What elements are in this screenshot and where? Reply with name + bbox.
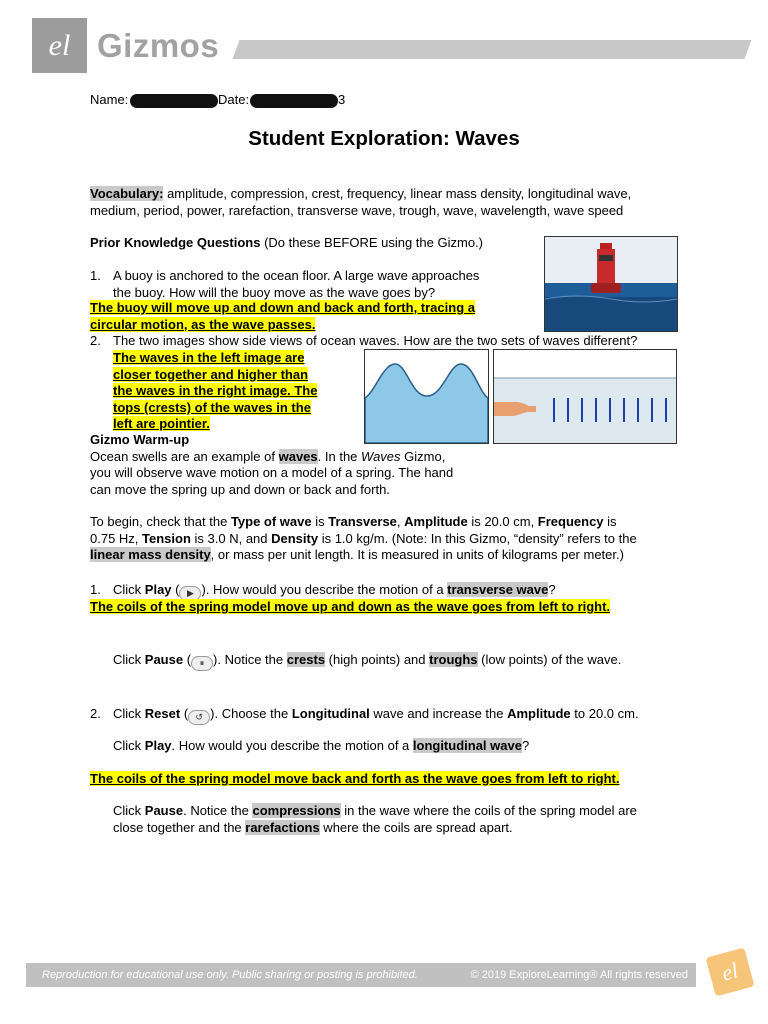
s2-text: where the coils are spread apart. bbox=[319, 819, 513, 835]
q2-answer-line: tops (crests) of the waves in the bbox=[113, 399, 311, 415]
date-tail: 3 bbox=[338, 92, 346, 107]
begin-text: , bbox=[396, 514, 405, 529]
q2-text: The two images show side views of ocean waves. How are the two sets of waves different? bbox=[113, 333, 638, 348]
s2-text: Click bbox=[113, 803, 145, 818]
q1-line1: A buoy is anchored to the ocean floor. A large wave approaches bbox=[113, 268, 480, 283]
s2-text: Click bbox=[113, 706, 145, 721]
q2-answer bbox=[113, 350, 343, 433]
vocab-line1: amplitude, compression, crest, frequency, linear mass density, longitudinal wave, bbox=[163, 186, 632, 201]
redacted-date bbox=[250, 94, 338, 108]
s1-text: Click bbox=[113, 652, 145, 667]
s2-text: ). Choose the bbox=[210, 706, 292, 721]
s2-play-line bbox=[113, 738, 673, 755]
q2-answer-line: The waves in the left image are bbox=[113, 350, 305, 365]
begin-text: is bbox=[311, 514, 329, 529]
warmup-line3: can move the spring up and down or back and forth. bbox=[90, 481, 390, 497]
s2-text: to 20.0 cm. bbox=[570, 706, 639, 721]
s1-text: ). How would you describe the motion of a bbox=[201, 582, 448, 597]
begin-bold: Transverse bbox=[328, 514, 397, 529]
warmup-section bbox=[90, 432, 490, 498]
q1-number: 1. bbox=[90, 268, 101, 283]
term-transverse-wave: transverse wave bbox=[447, 582, 549, 597]
footer-copyright: © 2019 ExploreLearning® All rights reserved bbox=[470, 969, 688, 981]
name-label: Name: bbox=[90, 92, 129, 107]
s1-text: ). Notice the bbox=[213, 652, 287, 667]
brand-title: Gizmos bbox=[97, 27, 220, 64]
warmup-line2: you will observe wave motion on a model of a spring. The hand bbox=[90, 465, 454, 480]
q1-answer-line2: circular motion, as the wave passes. bbox=[90, 316, 316, 332]
warmup-text: . In the bbox=[317, 448, 362, 464]
s2-bold: Longitudinal bbox=[291, 706, 370, 721]
q1-answer bbox=[90, 300, 475, 333]
begin-bold: Frequency bbox=[537, 514, 604, 529]
s1-text: ( bbox=[171, 582, 180, 597]
s2-play-label: Play bbox=[144, 738, 172, 753]
s1-text: ( bbox=[183, 652, 192, 667]
begin-text: is bbox=[603, 514, 617, 529]
q2-answer-line: closer together and higher than bbox=[113, 366, 309, 382]
explorelearning-logo: el bbox=[32, 18, 87, 73]
begin-paragraph bbox=[90, 514, 690, 564]
s2-text: Click bbox=[113, 738, 145, 753]
buoy-image bbox=[544, 236, 678, 332]
s1-text: ? bbox=[548, 582, 556, 597]
redacted-name bbox=[130, 94, 218, 108]
wave-image-right bbox=[493, 349, 677, 444]
begin-text: is 3.0 N, and bbox=[190, 530, 272, 546]
s1-text: (low points) of the wave. bbox=[477, 652, 622, 667]
warmup-text: Ocean swells are an example of bbox=[90, 448, 279, 464]
begin-bold: Amplitude bbox=[404, 514, 468, 529]
buoy-illustration bbox=[545, 237, 677, 331]
warmup-heading: Gizmo Warm-up bbox=[90, 432, 190, 447]
warmup-text: Gizmo, bbox=[400, 448, 446, 464]
q2-answer-line: the waves in the right image. The bbox=[113, 383, 318, 398]
q1-answer-line1: The buoy will move up and down and back and forth, tracing a bbox=[90, 300, 475, 315]
begin-text: 0.75 Hz, bbox=[90, 530, 143, 546]
term-rarefactions: rarefactions bbox=[245, 819, 320, 835]
s1-answer-text: The coils of the spring model move up and down as the wave goes from left to right. bbox=[90, 599, 611, 614]
pause-icon[interactable]: ⏸ bbox=[191, 656, 213, 671]
s2-answer-text: The coils of the spring model move back and forth as the wave goes from left to right. bbox=[90, 771, 620, 786]
s2-number: 2. bbox=[90, 706, 101, 721]
s1-pause-label: Pause bbox=[144, 652, 184, 667]
vocabulary bbox=[90, 186, 690, 219]
term-troughs: troughs bbox=[429, 652, 478, 667]
begin-bold: Type of wave bbox=[230, 514, 312, 529]
page-title: Student Exploration: Waves bbox=[248, 127, 520, 150]
s2-answer bbox=[90, 771, 619, 788]
s2-question bbox=[113, 706, 693, 725]
s2-text: ( bbox=[180, 706, 189, 721]
begin-bold: Tension bbox=[142, 530, 191, 546]
s1-number: 1. bbox=[90, 582, 101, 597]
s2-text: in the wave where the coils of the spring model are bbox=[340, 803, 637, 818]
warmup-italic: Waves bbox=[361, 448, 401, 464]
s2-pause-line bbox=[113, 803, 693, 836]
s1-text: (high points) and bbox=[325, 652, 430, 667]
s2-bold: Amplitude bbox=[507, 706, 571, 721]
term-longitudinal-wave: longitudinal wave bbox=[412, 738, 522, 753]
explorelearning-badge: el bbox=[706, 948, 755, 997]
footer-bar bbox=[26, 963, 696, 987]
s2-reset-label: Reset bbox=[144, 706, 181, 721]
date-label: Date: bbox=[218, 92, 250, 107]
header-bar bbox=[233, 40, 752, 59]
term-waves: waves bbox=[278, 448, 318, 464]
begin-text: is 20.0 cm, bbox=[467, 514, 538, 529]
term-crests: crests bbox=[286, 652, 326, 667]
q1-line2: the buoy. How will the buoy move as the wave goes by? bbox=[113, 284, 436, 300]
prior-heading: Prior Knowledge Questions bbox=[90, 235, 261, 250]
s1-play-label: Play bbox=[144, 582, 172, 597]
s1-text: Click bbox=[113, 582, 145, 597]
tall-waves-illustration bbox=[365, 350, 488, 443]
s1-answer bbox=[90, 599, 610, 616]
begin-text: is 1.0 kg/m. (Note: In this Gizmo, “density” refers to the bbox=[318, 530, 637, 546]
term-compressions: compressions bbox=[252, 803, 341, 818]
begin-bold: Density bbox=[271, 530, 319, 546]
q1-text bbox=[113, 268, 523, 301]
begin-text: , or mass per unit length. It is measured in units of kilograms per meter.) bbox=[210, 547, 624, 562]
s1-pause-line bbox=[113, 652, 693, 671]
vocab-label: Vocabulary: bbox=[90, 186, 164, 201]
begin-text: To begin, check that the bbox=[90, 514, 231, 529]
spring-illustration bbox=[494, 350, 676, 443]
s2-text: . How would you describe the motion of a bbox=[171, 738, 413, 753]
s2-text: . Notice the bbox=[183, 803, 253, 818]
play-icon[interactable]: ▶ bbox=[179, 586, 201, 601]
footer-disclaimer: Reproduction for educational use only. Public sharing or posting is prohibited. bbox=[42, 969, 418, 981]
prior-knowledge-heading bbox=[90, 235, 483, 252]
s2-text: ? bbox=[521, 738, 530, 753]
reset-icon[interactable]: ↺ bbox=[188, 710, 210, 725]
term-linear-mass-density: linear mass density bbox=[90, 547, 211, 562]
wave-image-left bbox=[364, 349, 489, 444]
vocab-line2: medium, period, power, rarefaction, transverse wave, trough, wave, wavelength, wave speed bbox=[90, 202, 624, 218]
q2-number: 2. bbox=[90, 333, 101, 348]
prior-note: (Do these BEFORE using the Gizmo.) bbox=[260, 235, 483, 250]
s2-text: wave and increase the bbox=[369, 706, 508, 721]
s2-pause-label: Pause bbox=[144, 803, 184, 818]
q2-answer-line: left are pointier. bbox=[113, 416, 210, 431]
s2-text: close together and the bbox=[113, 819, 246, 835]
